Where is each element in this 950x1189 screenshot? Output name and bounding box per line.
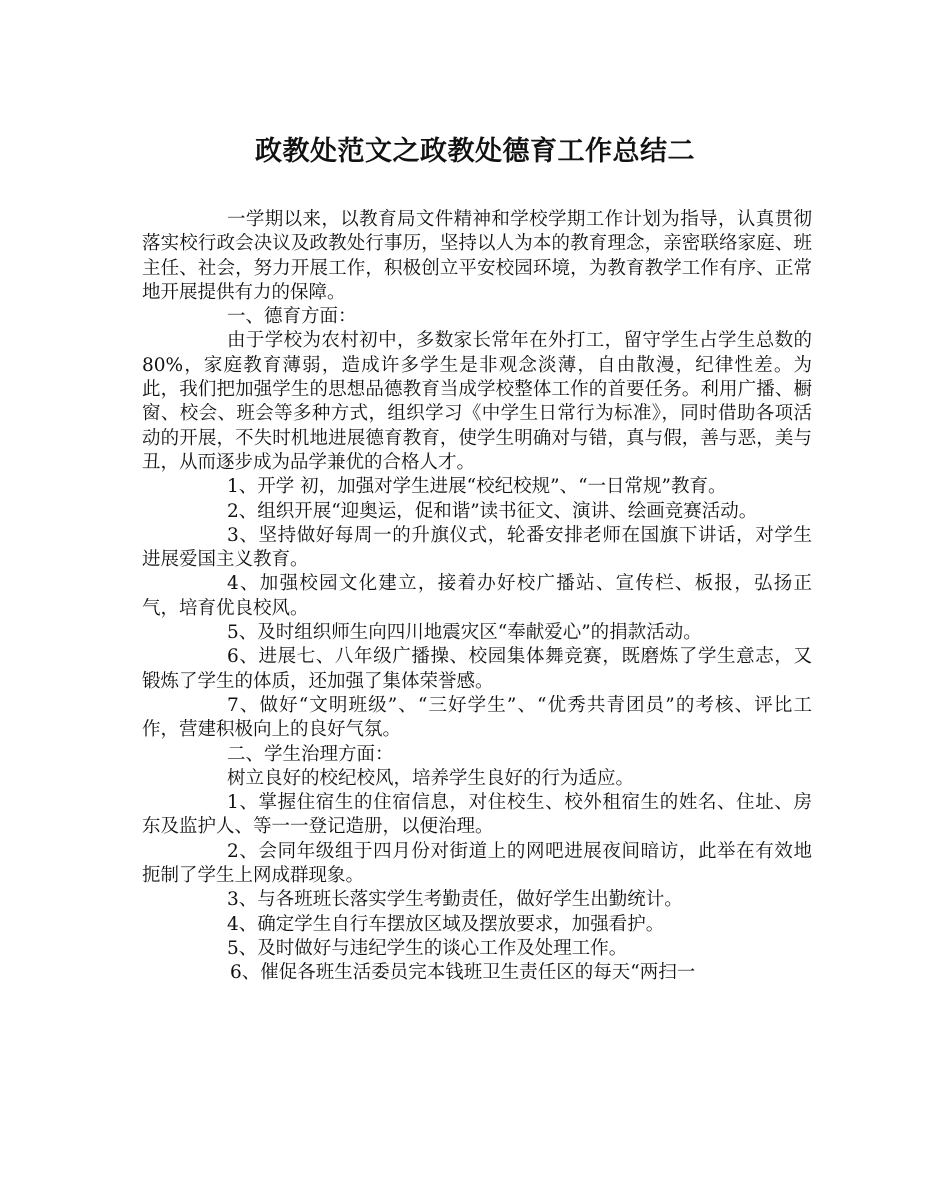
list-item-moral-2: 2、组织开展“迎奥运，促和谐”读书征文、演讲、绘画竞赛活动。 xyxy=(227,500,758,522)
document-body xyxy=(142,208,812,986)
list-item-management-5: 5、及时做好与违纪学生的谈心工作及处理工作。 xyxy=(227,937,628,959)
paragraph-student-management: 树立良好的校纪校风，培养学生良好的行为适应。 xyxy=(227,767,635,789)
list-item-moral-6: 6、进展七、八年级广播操、校园集体舞竞赛，既磨炼了学生意志，又锻炼了学生的体质，还加强了集体荣誉感。 xyxy=(142,646,812,692)
section-heading-student-management: 二、学生治理方面： xyxy=(227,743,394,765)
list-item-moral-5: 5、及时组织师生向四川地震灾区“奉献爱心”的捐款活动。 xyxy=(227,622,702,644)
section-heading-moral-education: 一、德育方面： xyxy=(227,306,357,328)
paragraph-moral-education: 由于学校为农村初中，多数家长常年在外打工，留守学生占学生总数的80%，家庭教育薄弱，造成许多学生是非观念淡薄，自由散漫，纪律性差。为此，我们把加强学生的思想品德教育当成学校整体工作的首要任务。利用广播、橱窗、校会、班会等多种方式，组织学习《中学生日常行为标准》，同时借助各项活动的开展，不失时机地进展德育教育，使学生明确对与错，真与假，善与恶，美与丑，从而逐步成为品学兼优的合格人才。 xyxy=(142,330,812,473)
list-item-management-6: 6、催促各班生活委员完本钱班卫生责任区的每天“两扫一 xyxy=(230,962,696,984)
list-item-moral-4: 4、加强校园文化建立，接着办好校广播站、宣传栏、板报，弘扬正气，培育优良校风。 xyxy=(142,573,812,619)
list-item-management-2: 2、会同年级组于四月份对街道上的网吧进展夜间暗访，此举在有效地扼制了学生上网成群现象。 xyxy=(142,840,812,887)
list-item-moral-7: 7、做好“文明班级”、“三好学生”、“优秀共青团员”的考核、评比工作，营建积极向上的良好气氛。 xyxy=(142,694,812,741)
list-item-management-1: 1、掌握住宿生的住宿信息，对住校生、校外租宿生的姓名、住址、房东及监护人、等一一登记造册，以便治理。 xyxy=(142,792,812,838)
list-item-moral-1: 1、开学 初，加强对学生进展“校纪校规”、“一日常规”教育。 xyxy=(227,476,727,498)
list-item-management-4: 4、确定学生自行车摆放区域及摆放要求，加强看护。 xyxy=(227,913,665,935)
list-item-moral-3: 3、坚持做好每周一的升旗仪式，轮番安排老师在国旗下讲话，对学生进展爱国主义教育。 xyxy=(142,524,812,571)
list-item-management-3: 3、与各班班长落实学生考勤责任，做好学生出勤统计。 xyxy=(227,889,683,911)
document-title: 政教处范文之政教处德育工作总结二 xyxy=(255,136,695,167)
paragraph-intro: 一学期以来，以教育局文件精神和学校学期工作计划为指导，认真贯彻落实校行政会决议及政教处行事历，坚持以人为本的教育理念，亲密联络家庭、班主任、社会，努力开展工作，积极创立平安校园环境，为教育教学工作有序、正常地开展提供有力的保障。 xyxy=(142,209,812,303)
